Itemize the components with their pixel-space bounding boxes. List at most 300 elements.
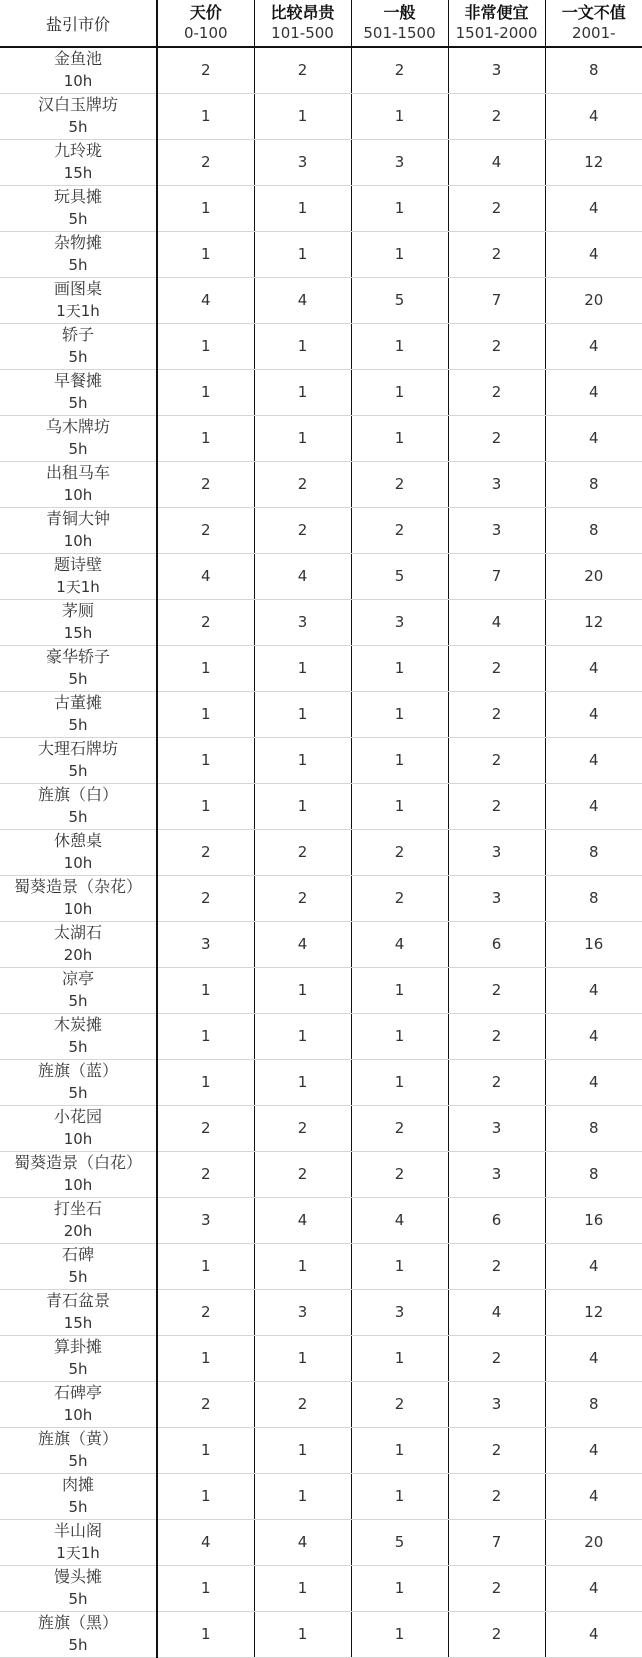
building-name: 打坐石 (0, 1198, 156, 1220)
building-name: 小花园 (0, 1106, 156, 1128)
build-duration: 10h (0, 70, 156, 92)
table-row (0, 829, 642, 875)
price-value-tier-2: 1 (254, 737, 351, 783)
price-value-tier-2: 1 (254, 1473, 351, 1519)
price-value-tier-3: 3 (351, 599, 448, 645)
building-cell (0, 599, 157, 645)
price-value-tier-1: 1 (157, 185, 254, 231)
price-value-tier-5: 16 (545, 1197, 642, 1243)
header-tier-4 (448, 0, 545, 47)
building-name: 旌旗（白） (0, 784, 156, 806)
price-value-tier-1: 2 (157, 461, 254, 507)
building-cell (0, 1427, 157, 1473)
building-cell (0, 1381, 157, 1427)
price-value-tier-3: 2 (351, 829, 448, 875)
price-value-tier-1: 3 (157, 921, 254, 967)
price-value-tier-5: 4 (545, 967, 642, 1013)
price-value-tier-2: 2 (254, 829, 351, 875)
price-value-tier-4: 6 (448, 921, 545, 967)
price-value-tier-2: 2 (254, 1381, 351, 1427)
build-duration: 1天1h (0, 300, 156, 322)
building-cell (0, 1151, 157, 1197)
price-value-tier-5: 4 (545, 93, 642, 139)
building-name: 茅厕 (0, 600, 156, 622)
building-name: 太湖石 (0, 922, 156, 944)
table-row (0, 47, 642, 93)
build-duration: 5h (0, 1634, 156, 1656)
price-value-tier-3: 3 (351, 139, 448, 185)
price-value-tier-4: 3 (448, 1105, 545, 1151)
price-value-tier-1: 1 (157, 1059, 254, 1105)
build-duration: 1天1h (0, 1542, 156, 1564)
build-duration: 5h (0, 714, 156, 736)
build-duration: 5h (0, 990, 156, 1012)
table-row (0, 967, 642, 1013)
build-duration: 10h (0, 852, 156, 874)
building-cell (0, 507, 157, 553)
price-value-tier-5: 8 (545, 507, 642, 553)
price-value-tier-3: 1 (351, 691, 448, 737)
price-value-tier-4: 2 (448, 1013, 545, 1059)
price-value-tier-2: 1 (254, 93, 351, 139)
table-row (0, 1565, 642, 1611)
price-value-tier-4: 2 (448, 645, 545, 691)
price-value-tier-4: 2 (448, 1473, 545, 1519)
building-name: 肉摊 (0, 1474, 156, 1496)
price-value-tier-1: 1 (157, 369, 254, 415)
building-cell (0, 1059, 157, 1105)
price-value-tier-2: 1 (254, 1243, 351, 1289)
build-duration: 5h (0, 806, 156, 828)
price-value-tier-2: 2 (254, 1105, 351, 1151)
tier-range: 501-1500 (352, 23, 448, 43)
building-cell (0, 1243, 157, 1289)
table-row (0, 93, 642, 139)
building-cell (0, 47, 157, 93)
price-value-tier-4: 3 (448, 507, 545, 553)
build-duration: 10h (0, 1404, 156, 1426)
price-value-tier-2: 2 (254, 47, 351, 93)
build-duration: 5h (0, 1266, 156, 1288)
table-row (0, 737, 642, 783)
price-value-tier-5: 20 (545, 277, 642, 323)
tier-label: 一文不值 (546, 3, 642, 23)
table-row (0, 1105, 642, 1151)
price-value-tier-3: 2 (351, 1151, 448, 1197)
price-value-tier-1: 1 (157, 783, 254, 829)
price-value-tier-3: 1 (351, 737, 448, 783)
price-value-tier-5: 4 (545, 1427, 642, 1473)
table-row (0, 599, 642, 645)
header-name-column: 盐引市价 (0, 0, 157, 47)
build-duration: 10h (0, 484, 156, 506)
price-value-tier-3: 1 (351, 231, 448, 277)
price-value-tier-3: 1 (351, 1243, 448, 1289)
price-value-tier-1: 2 (157, 1151, 254, 1197)
header-tier-3 (351, 0, 448, 47)
price-value-tier-3: 1 (351, 645, 448, 691)
price-value-tier-3: 2 (351, 47, 448, 93)
building-cell (0, 829, 157, 875)
building-cell (0, 231, 157, 277)
table-row (0, 277, 642, 323)
price-value-tier-2: 1 (254, 691, 351, 737)
price-value-tier-2: 2 (254, 1151, 351, 1197)
building-name: 蜀葵造景（白花） (0, 1152, 156, 1174)
price-value-tier-5: 4 (545, 1473, 642, 1519)
price-value-tier-4: 7 (448, 553, 545, 599)
price-value-tier-2: 1 (254, 231, 351, 277)
price-value-tier-4: 2 (448, 185, 545, 231)
table-row (0, 1289, 642, 1335)
header-row (0, 0, 642, 47)
table-row (0, 461, 642, 507)
build-duration: 5h (0, 1450, 156, 1472)
price-value-tier-2: 1 (254, 1013, 351, 1059)
price-value-tier-2: 4 (254, 553, 351, 599)
table-row (0, 783, 642, 829)
building-cell (0, 369, 157, 415)
price-value-tier-2: 2 (254, 875, 351, 921)
building-name: 九玲珑 (0, 140, 156, 162)
price-value-tier-2: 1 (254, 415, 351, 461)
building-name: 豪华轿子 (0, 646, 156, 668)
building-name: 出租马车 (0, 462, 156, 484)
table-row (0, 323, 642, 369)
price-value-tier-1: 1 (157, 1565, 254, 1611)
tier-range: 2001- (546, 23, 642, 43)
price-value-tier-1: 1 (157, 93, 254, 139)
building-cell (0, 415, 157, 461)
build-duration: 5h (0, 1358, 156, 1380)
price-value-tier-4: 2 (448, 691, 545, 737)
table-row (0, 553, 642, 599)
header-tier-2 (254, 0, 351, 47)
tier-label: 非常便宜 (449, 3, 545, 23)
table-row (0, 691, 642, 737)
build-duration: 15h (0, 1312, 156, 1334)
building-name: 杂物摊 (0, 232, 156, 254)
build-duration: 5h (0, 254, 156, 276)
table-row (0, 415, 642, 461)
building-cell (0, 737, 157, 783)
price-value-tier-2: 1 (254, 783, 351, 829)
building-cell (0, 967, 157, 1013)
price-value-tier-3: 1 (351, 1427, 448, 1473)
building-name: 轿子 (0, 324, 156, 346)
building-cell (0, 875, 157, 921)
price-value-tier-4: 6 (448, 1197, 545, 1243)
price-value-tier-5: 4 (545, 1335, 642, 1381)
price-value-tier-1: 4 (157, 277, 254, 323)
build-duration: 5h (0, 208, 156, 230)
tier-label: 天价 (158, 3, 254, 23)
price-value-tier-3: 1 (351, 1611, 448, 1657)
table-row (0, 921, 642, 967)
building-name: 算卦摊 (0, 1336, 156, 1358)
building-name: 早餐摊 (0, 370, 156, 392)
price-value-tier-4: 2 (448, 415, 545, 461)
building-cell (0, 277, 157, 323)
price-value-tier-3: 1 (351, 1565, 448, 1611)
price-value-tier-4: 2 (448, 1565, 545, 1611)
price-value-tier-5: 4 (545, 1013, 642, 1059)
building-cell (0, 645, 157, 691)
price-value-tier-4: 7 (448, 277, 545, 323)
build-duration: 20h (0, 1220, 156, 1242)
price-value-tier-4: 4 (448, 139, 545, 185)
building-cell (0, 1473, 157, 1519)
price-value-tier-1: 2 (157, 1289, 254, 1335)
price-value-tier-4: 3 (448, 461, 545, 507)
price-value-tier-2: 1 (254, 185, 351, 231)
building-name: 旌旗（蓝） (0, 1060, 156, 1082)
price-value-tier-2: 1 (254, 323, 351, 369)
price-value-tier-3: 2 (351, 875, 448, 921)
building-name: 画图桌 (0, 278, 156, 300)
price-value-tier-1: 1 (157, 415, 254, 461)
price-value-tier-1: 4 (157, 1519, 254, 1565)
price-value-tier-2: 1 (254, 1611, 351, 1657)
price-value-tier-5: 8 (545, 47, 642, 93)
price-value-tier-1: 3 (157, 1197, 254, 1243)
table-row (0, 1059, 642, 1105)
table-row (0, 1427, 642, 1473)
price-value-tier-3: 1 (351, 1473, 448, 1519)
building-cell (0, 1105, 157, 1151)
price-value-tier-1: 1 (157, 1243, 254, 1289)
price-value-tier-2: 4 (254, 277, 351, 323)
building-cell (0, 1289, 157, 1335)
price-value-tier-2: 4 (254, 921, 351, 967)
price-value-tier-4: 2 (448, 323, 545, 369)
table-row (0, 369, 642, 415)
price-value-tier-4: 2 (448, 93, 545, 139)
price-value-tier-4: 2 (448, 1243, 545, 1289)
building-name: 旌旗（黄） (0, 1428, 156, 1450)
table-row (0, 1381, 642, 1427)
building-cell (0, 1197, 157, 1243)
building-cell (0, 1013, 157, 1059)
price-value-tier-5: 20 (545, 553, 642, 599)
building-cell (0, 1611, 157, 1657)
price-value-tier-3: 1 (351, 323, 448, 369)
price-value-tier-3: 5 (351, 553, 448, 599)
price-value-tier-1: 1 (157, 323, 254, 369)
building-cell (0, 1519, 157, 1565)
price-value-tier-5: 4 (545, 691, 642, 737)
building-name: 青铜大钟 (0, 508, 156, 530)
price-value-tier-2: 3 (254, 599, 351, 645)
building-name: 馒头摊 (0, 1566, 156, 1588)
price-value-tier-2: 1 (254, 645, 351, 691)
build-duration: 10h (0, 530, 156, 552)
price-value-tier-5: 8 (545, 461, 642, 507)
price-value-tier-4: 3 (448, 1151, 545, 1197)
table-header (0, 0, 642, 47)
price-value-tier-5: 4 (545, 1059, 642, 1105)
table-row (0, 1611, 642, 1657)
building-name: 旌旗（黑） (0, 1612, 156, 1634)
building-cell (0, 461, 157, 507)
price-value-tier-5: 4 (545, 737, 642, 783)
table-row (0, 645, 642, 691)
tier-range: 1501-2000 (449, 23, 545, 43)
building-name: 半山阁 (0, 1520, 156, 1542)
build-duration: 15h (0, 162, 156, 184)
table-row (0, 139, 642, 185)
building-name: 石碑亭 (0, 1382, 156, 1404)
price-value-tier-5: 4 (545, 1565, 642, 1611)
building-name: 木炭摊 (0, 1014, 156, 1036)
build-duration: 5h (0, 1588, 156, 1610)
build-duration: 15h (0, 622, 156, 644)
tier-range: 0-100 (158, 23, 254, 43)
price-value-tier-3: 1 (351, 783, 448, 829)
building-cell (0, 921, 157, 967)
price-value-tier-1: 2 (157, 47, 254, 93)
building-cell (0, 1565, 157, 1611)
building-name: 古董摊 (0, 692, 156, 714)
table-row (0, 231, 642, 277)
price-value-tier-2: 1 (254, 1565, 351, 1611)
price-value-tier-1: 1 (157, 1335, 254, 1381)
price-value-tier-5: 8 (545, 1151, 642, 1197)
header-tier-5 (545, 0, 642, 47)
price-value-tier-5: 12 (545, 599, 642, 645)
price-value-tier-1: 2 (157, 1381, 254, 1427)
price-value-tier-4: 2 (448, 1059, 545, 1105)
building-cell (0, 139, 157, 185)
price-value-tier-1: 2 (157, 875, 254, 921)
building-cell (0, 93, 157, 139)
build-duration: 5h (0, 668, 156, 690)
price-value-tier-2: 2 (254, 461, 351, 507)
price-value-tier-2: 2 (254, 507, 351, 553)
building-cell (0, 691, 157, 737)
table-row (0, 1151, 642, 1197)
price-value-tier-5: 8 (545, 875, 642, 921)
price-value-tier-3: 1 (351, 967, 448, 1013)
build-duration: 10h (0, 1128, 156, 1150)
building-name: 乌木牌坊 (0, 416, 156, 438)
price-value-tier-2: 1 (254, 369, 351, 415)
build-duration: 5h (0, 116, 156, 138)
price-value-tier-5: 20 (545, 1519, 642, 1565)
price-value-tier-2: 4 (254, 1197, 351, 1243)
price-value-tier-1: 2 (157, 507, 254, 553)
price-value-tier-4: 2 (448, 1611, 545, 1657)
tier-label: 一般 (352, 3, 448, 23)
price-value-tier-1: 1 (157, 1473, 254, 1519)
price-value-tier-4: 4 (448, 1289, 545, 1335)
price-value-tier-4: 4 (448, 599, 545, 645)
building-name: 玩具摊 (0, 186, 156, 208)
price-value-tier-4: 2 (448, 231, 545, 277)
price-value-tier-5: 16 (545, 921, 642, 967)
price-value-tier-5: 8 (545, 1105, 642, 1151)
price-value-tier-1: 4 (157, 553, 254, 599)
price-value-tier-1: 2 (157, 599, 254, 645)
header-tier-1 (157, 0, 254, 47)
price-value-tier-5: 4 (545, 323, 642, 369)
price-value-tier-1: 1 (157, 1427, 254, 1473)
price-value-tier-5: 12 (545, 139, 642, 185)
table-row (0, 1519, 642, 1565)
price-value-tier-5: 12 (545, 1289, 642, 1335)
price-value-tier-4: 3 (448, 829, 545, 875)
price-value-tier-3: 1 (351, 415, 448, 461)
building-name: 金鱼池 (0, 48, 156, 70)
price-value-tier-5: 4 (545, 185, 642, 231)
price-value-tier-4: 2 (448, 737, 545, 783)
price-value-tier-3: 1 (351, 1335, 448, 1381)
price-value-tier-1: 1 (157, 231, 254, 277)
building-name: 石碑 (0, 1244, 156, 1266)
price-value-tier-5: 4 (545, 1243, 642, 1289)
price-value-tier-3: 2 (351, 507, 448, 553)
build-duration: 10h (0, 1174, 156, 1196)
building-cell (0, 185, 157, 231)
price-value-tier-4: 7 (448, 1519, 545, 1565)
build-duration: 1天1h (0, 576, 156, 598)
price-value-tier-2: 1 (254, 1427, 351, 1473)
price-value-tier-2: 3 (254, 139, 351, 185)
building-cell (0, 1335, 157, 1381)
building-name: 凉亭 (0, 968, 156, 990)
price-value-tier-5: 4 (545, 415, 642, 461)
price-value-tier-2: 1 (254, 1059, 351, 1105)
build-duration: 5h (0, 760, 156, 782)
price-value-tier-1: 1 (157, 967, 254, 1013)
price-value-tier-4: 3 (448, 1381, 545, 1427)
price-value-tier-5: 4 (545, 231, 642, 277)
build-duration: 20h (0, 944, 156, 966)
price-value-tier-5: 4 (545, 369, 642, 415)
price-value-tier-5: 4 (545, 645, 642, 691)
build-duration: 5h (0, 346, 156, 368)
price-value-tier-2: 1 (254, 967, 351, 1013)
table-row (0, 1013, 642, 1059)
build-duration: 5h (0, 1082, 156, 1104)
price-value-tier-2: 4 (254, 1519, 351, 1565)
price-value-tier-2: 1 (254, 1335, 351, 1381)
price-value-tier-3: 1 (351, 369, 448, 415)
table-row (0, 1335, 642, 1381)
price-value-tier-4: 2 (448, 369, 545, 415)
price-value-tier-5: 4 (545, 1611, 642, 1657)
build-duration: 10h (0, 898, 156, 920)
price-value-tier-5: 8 (545, 829, 642, 875)
building-cell (0, 553, 157, 599)
price-value-tier-3: 2 (351, 461, 448, 507)
price-value-tier-3: 1 (351, 1013, 448, 1059)
price-value-tier-4: 2 (448, 1427, 545, 1473)
price-value-tier-1: 2 (157, 1105, 254, 1151)
price-value-tier-4: 2 (448, 1335, 545, 1381)
table-row (0, 1473, 642, 1519)
build-duration: 5h (0, 1036, 156, 1058)
price-value-tier-3: 2 (351, 1381, 448, 1427)
price-value-tier-1: 1 (157, 1611, 254, 1657)
price-value-tier-1: 1 (157, 737, 254, 783)
price-value-tier-3: 4 (351, 921, 448, 967)
table-row (0, 185, 642, 231)
price-value-tier-1: 1 (157, 645, 254, 691)
building-name: 题诗壁 (0, 554, 156, 576)
building-cell (0, 783, 157, 829)
table-row (0, 507, 642, 553)
